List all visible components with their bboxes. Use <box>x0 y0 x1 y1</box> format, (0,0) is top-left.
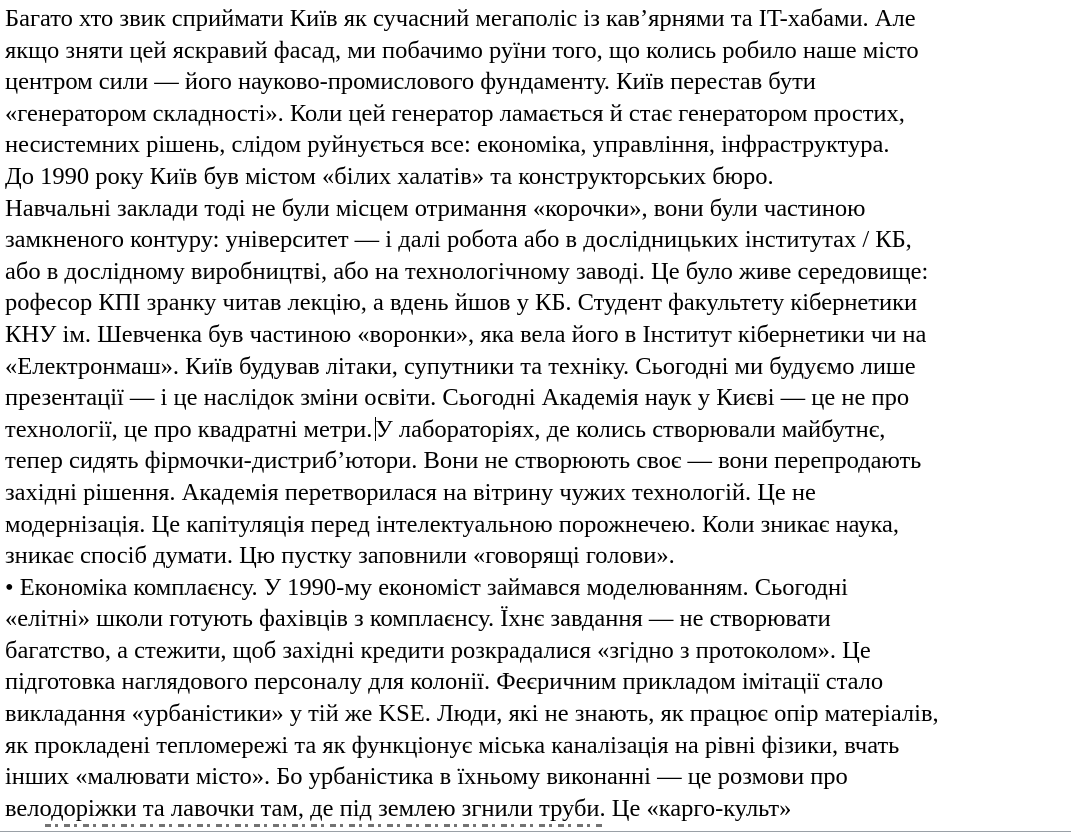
text-line: західні рішення. Академія перетворилася на вітрину чужих технологій. Це не <box>5 478 816 506</box>
text-line: викладання «урбаністики» у тій же KSE. Люди, які не знають, як працює опір матеріалів, <box>5 700 939 728</box>
text-line: модернізація. Це капітуляція перед інтелектуальною порожнечею. Коли зникає наука, <box>5 510 900 538</box>
text-line: презентації — і це наслідок зміни освіти. Сьогодні Академія наук у Києві — це не про <box>5 384 910 412</box>
text-line: зникає спосіб думати. Цю пустку заповнили «говорящі голови». <box>5 542 675 570</box>
clipped-next-line <box>5 815 1067 831</box>
text-line: замкненого контуру: університет — і далі робота або в дослідницьких інститутах / КБ, <box>5 226 912 254</box>
text-line: як прокладені тепломережі та як функціонує міська каналізація на рівні фізики, вчать <box>5 731 900 759</box>
text-line: До 1990 року Київ був містом «білих халатів» та конструкторських бюро. <box>5 162 774 190</box>
text-segment: У лабораторіях, де колись створювали майбутнє, <box>375 415 886 443</box>
text-line: або в дослідному виробництві, або на технологічному заводі. Це було живе середовище: <box>5 257 929 285</box>
text-line: багатство, а стежити, щоб західні кредити розкрадалися «згідно з протоколом». Це <box>5 636 871 664</box>
text-line: рофесор КПІ зранку читав лекцію, а вдень йшов у КБ. Студент факультету кібернетики <box>5 289 918 317</box>
bullet-line: • Економіка комплаєнсу. У 1990-му економіст займався моделюванням. Сьогодні <box>5 573 848 601</box>
text-line: центром сили — його науково-промислового фундаменту. Київ перестав бути <box>5 68 816 96</box>
text-line: КНУ ім. Шевченка був частиною «воронки», яка вела його в Інститут кібернетики чи на <box>5 320 927 348</box>
document-text[interactable] <box>5 3 1067 824</box>
text-line: «Електронмаш». Київ будував літаки, супутники та техніку. Сьогодні ми будуємо лише <box>5 352 916 380</box>
text-line: тепер сидять фірмочки-дистриб’ютори. Вони не створюють своє — вони перепродають <box>5 447 922 475</box>
text-line-with-caret <box>5 414 1067 446</box>
text-line: «елітні» школи готують фахівців з комплаєнсу. Їхнє завдання — не створювати <box>5 605 831 633</box>
text-segment: технології, це про квадратні метри. <box>5 415 373 443</box>
text-line: Багато хто звик сприймати Київ як сучасний мегаполіс із кав’ярнями та IT-хабами. Але <box>5 5 916 32</box>
text-line: Навчальні заклади тоді не були місцем отримання «корочки», вони були частиною <box>5 194 866 222</box>
viewport-bottom-edge <box>0 831 1071 832</box>
text-line: якщо зняти цей яскравий фасад, ми побачимо руїни того, що колись робило наше місто <box>5 36 919 64</box>
text-line: велодоріжки та лавочки там, де під землею згнили труби. Це «карго-культ» <box>5 794 792 822</box>
text-line: підготовка наглядового персоналу для колонії. Феєричним прикладом імітації стало <box>5 668 884 696</box>
text-line: «генератором складності». Коли цей генератор ламається й стає генератором простих, <box>5 99 905 127</box>
text-line: інших «малювати місто». Бо урбаністика в їхньому виконанні — це розмови про <box>5 763 848 791</box>
clipped-text-fragment <box>45 824 605 827</box>
text-line: несистемних рішень, слідом руйнується все: економіка, управління, інфраструктура. <box>5 131 890 159</box>
